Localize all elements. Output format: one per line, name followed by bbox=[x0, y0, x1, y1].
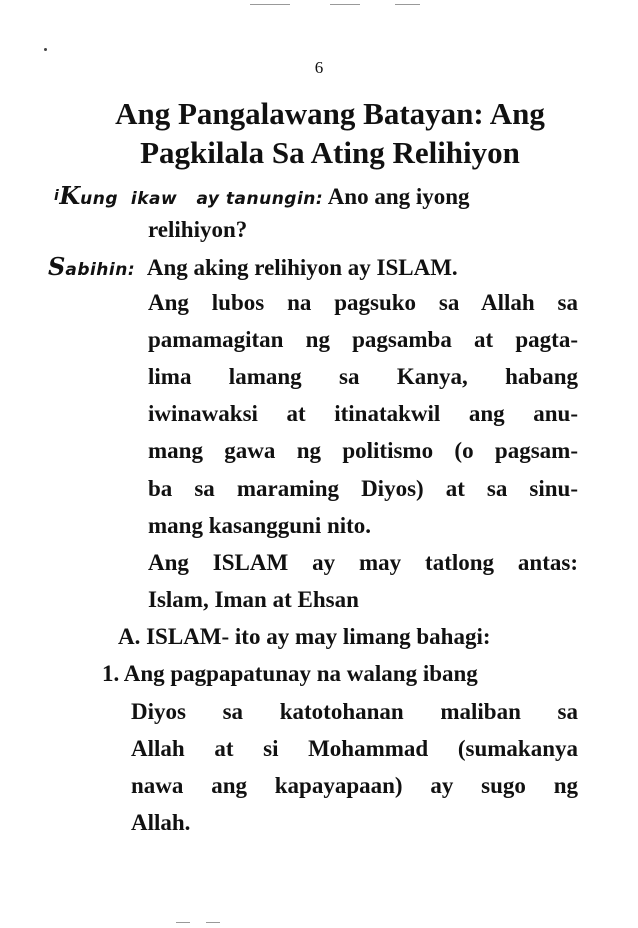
answer-paragraph-line: lima lamang sa Kanya, habang bbox=[148, 364, 578, 389]
answer-paragraph-line: ba sa maraming Diyos) at sa sinu- bbox=[148, 476, 578, 501]
answer-paragraph-line: Ang lubos na pagsuko sa Allah sa bbox=[148, 290, 578, 315]
section-a-heading: A. ISLAM- ito ay may limang bahagi: bbox=[118, 624, 491, 649]
islam-levels-list: Islam, Iman at Ehsan bbox=[148, 587, 359, 612]
answer-paragraph-line: mang gawa ng politismo (o pagsam- bbox=[148, 438, 578, 463]
answer-paragraph-line: pamamagitan ng pagsamba at pagta- bbox=[148, 327, 578, 352]
item-1-line: 1. Ang pagpapatunay na walang ibang bbox=[102, 661, 478, 686]
item-1-line: Allah. bbox=[131, 810, 191, 835]
answer-speaker-label: abihin: bbox=[65, 260, 136, 280]
answer-paragraph-line: mang kasangguni nito. bbox=[148, 513, 372, 538]
question-speaker-label: ung ikaw ay tanungin: bbox=[80, 189, 324, 209]
answer-speaker-initial: S bbox=[48, 252, 66, 281]
chapter-title bbox=[40, 94, 620, 172]
question-speaker-mark: i bbox=[54, 188, 60, 204]
question-speaker-initial: K bbox=[59, 181, 81, 210]
page-number: 6 bbox=[314, 58, 324, 77]
item-1-line: nawa ang kapayapaan) ay sugo ng bbox=[131, 773, 578, 798]
question-continuation: relihiyon? bbox=[148, 217, 248, 242]
chapter-title-line-1: Ang Pangalawang Batayan: Ang bbox=[115, 96, 545, 131]
answer-line bbox=[48, 252, 458, 285]
scan-speck bbox=[44, 48, 47, 51]
item-1-line: Diyos sa katotohanan maliban sa bbox=[131, 699, 578, 724]
answer-first-line: Ang aking relihiyon ay ISLAM. bbox=[146, 255, 458, 280]
item-1-line: Allah at si Mohammad (sumakanya bbox=[131, 736, 578, 761]
chapter-title-line-2: Pagkilala Sa Ating Relihiyon bbox=[140, 135, 520, 170]
islam-levels-intro: Ang ISLAM ay may tatlong antas: bbox=[148, 550, 578, 575]
question-text: Ano ang iyong bbox=[327, 184, 470, 209]
question-line bbox=[54, 181, 470, 214]
answer-paragraph-line: iwinawaksi at itinatakwil ang anu- bbox=[148, 401, 578, 426]
